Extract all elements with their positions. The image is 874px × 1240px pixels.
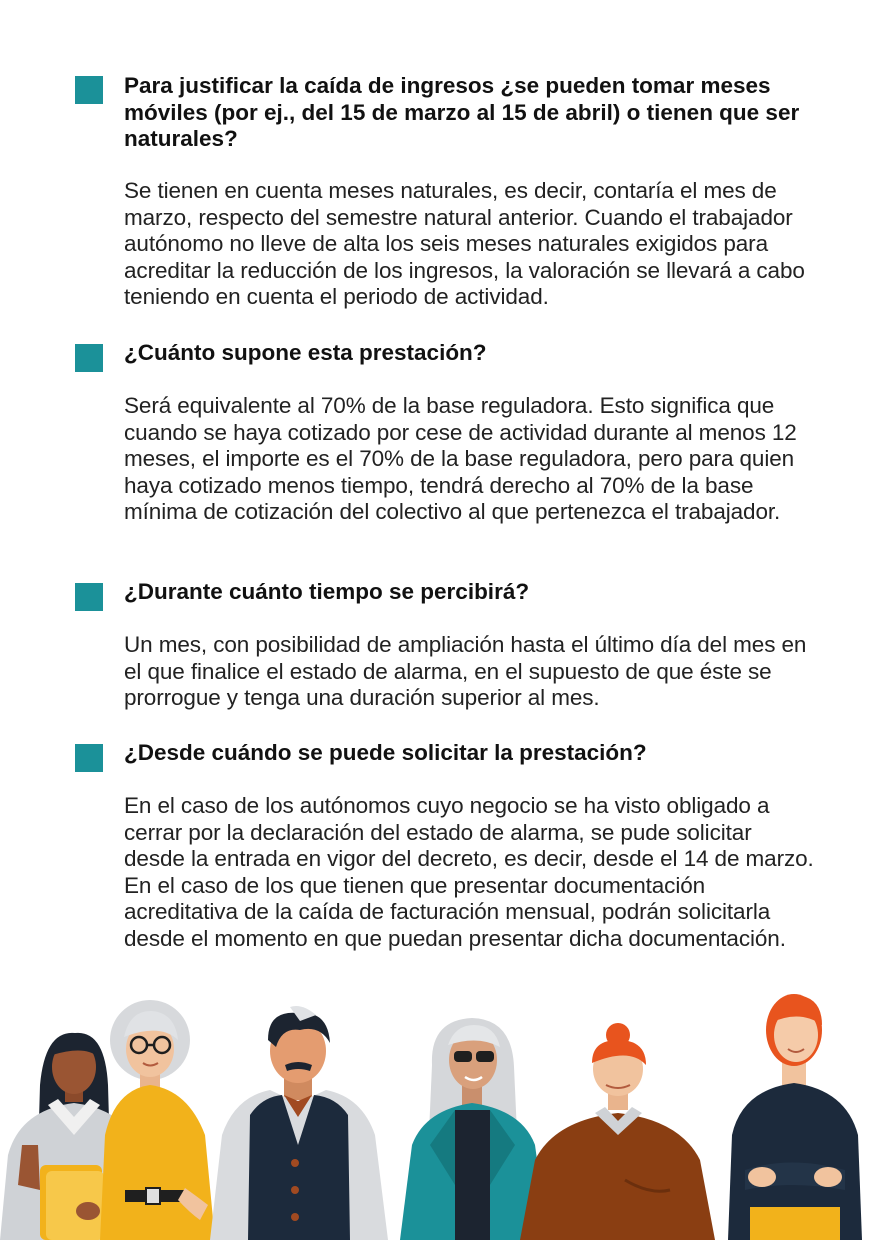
faq-answer: Se tienen en cuenta meses naturales, es decir, contaría el mes de marzo, respecto del semestre natural anterior. Cuando el trabajador autónomo no lleve de alta los seis meses naturales exigidos para acreditar la reducción de los ingresos, la valoración se llevará a cabo teniendo en cuenta el periodo de actividad. [124,178,805,309]
section-marker-square [75,76,103,104]
faq-answer: En el caso de los autónomos cuyo negocio se ha visto obligado a cerrar por la declaración del estado de alarma, se pude solicitar desde la entrada en vigor del decreto, es decir, desde el 14 de marzo. En el caso de los que tienen que presentar documentación acreditativa de la caída de facturación mensual, podrán solicitarla desde el momento en que puedan presentar dicha documentación. [124,793,814,951]
faq-question: Para justificar la caída de ingresos ¿se pueden tomar meses móviles (por ej., del 15 de marzo al 15 de abril) o tienen que ser naturales? [124,73,800,151]
section-marker-square [75,344,103,372]
faq-answer: Será equivalente al 70% de la base reguladora. Esto significa que cuando se haya cotizado por cese de actividad durante al menos 12 meses, el importe es el 70% de la base reguladora, pero para quien haya cotizado menos tiempo, tendrá derecho al 70% de la base mínima de cotización del colectivo al que pertenezca el trabajador. [124,393,797,524]
person-man-crossed-arms-illustration [728,994,862,1240]
section-marker-square [75,744,103,772]
faq-question: ¿Durante cuánto tiempo se percibirá? [124,579,530,604]
section-marker-square [75,583,103,611]
person-woman-redhair-illustration [520,1023,715,1240]
person-woman-glasses-illustration [100,1000,215,1240]
people-illustration [0,985,874,1240]
person-man-vest-illustration [210,1006,388,1240]
person-woman-sunglasses-illustration [400,1018,548,1240]
faq-question: ¿Desde cuándo se puede solicitar la prestación? [124,740,647,765]
faq-question: ¿Cuánto supone esta prestación? [124,340,487,365]
faq-answer: Un mes, con posibilidad de ampliación hasta el último día del mes en el que finalice el estado de alarma, en el supuesto de que éste se prorrogue y tenga una duración superior al mes. [124,632,807,710]
